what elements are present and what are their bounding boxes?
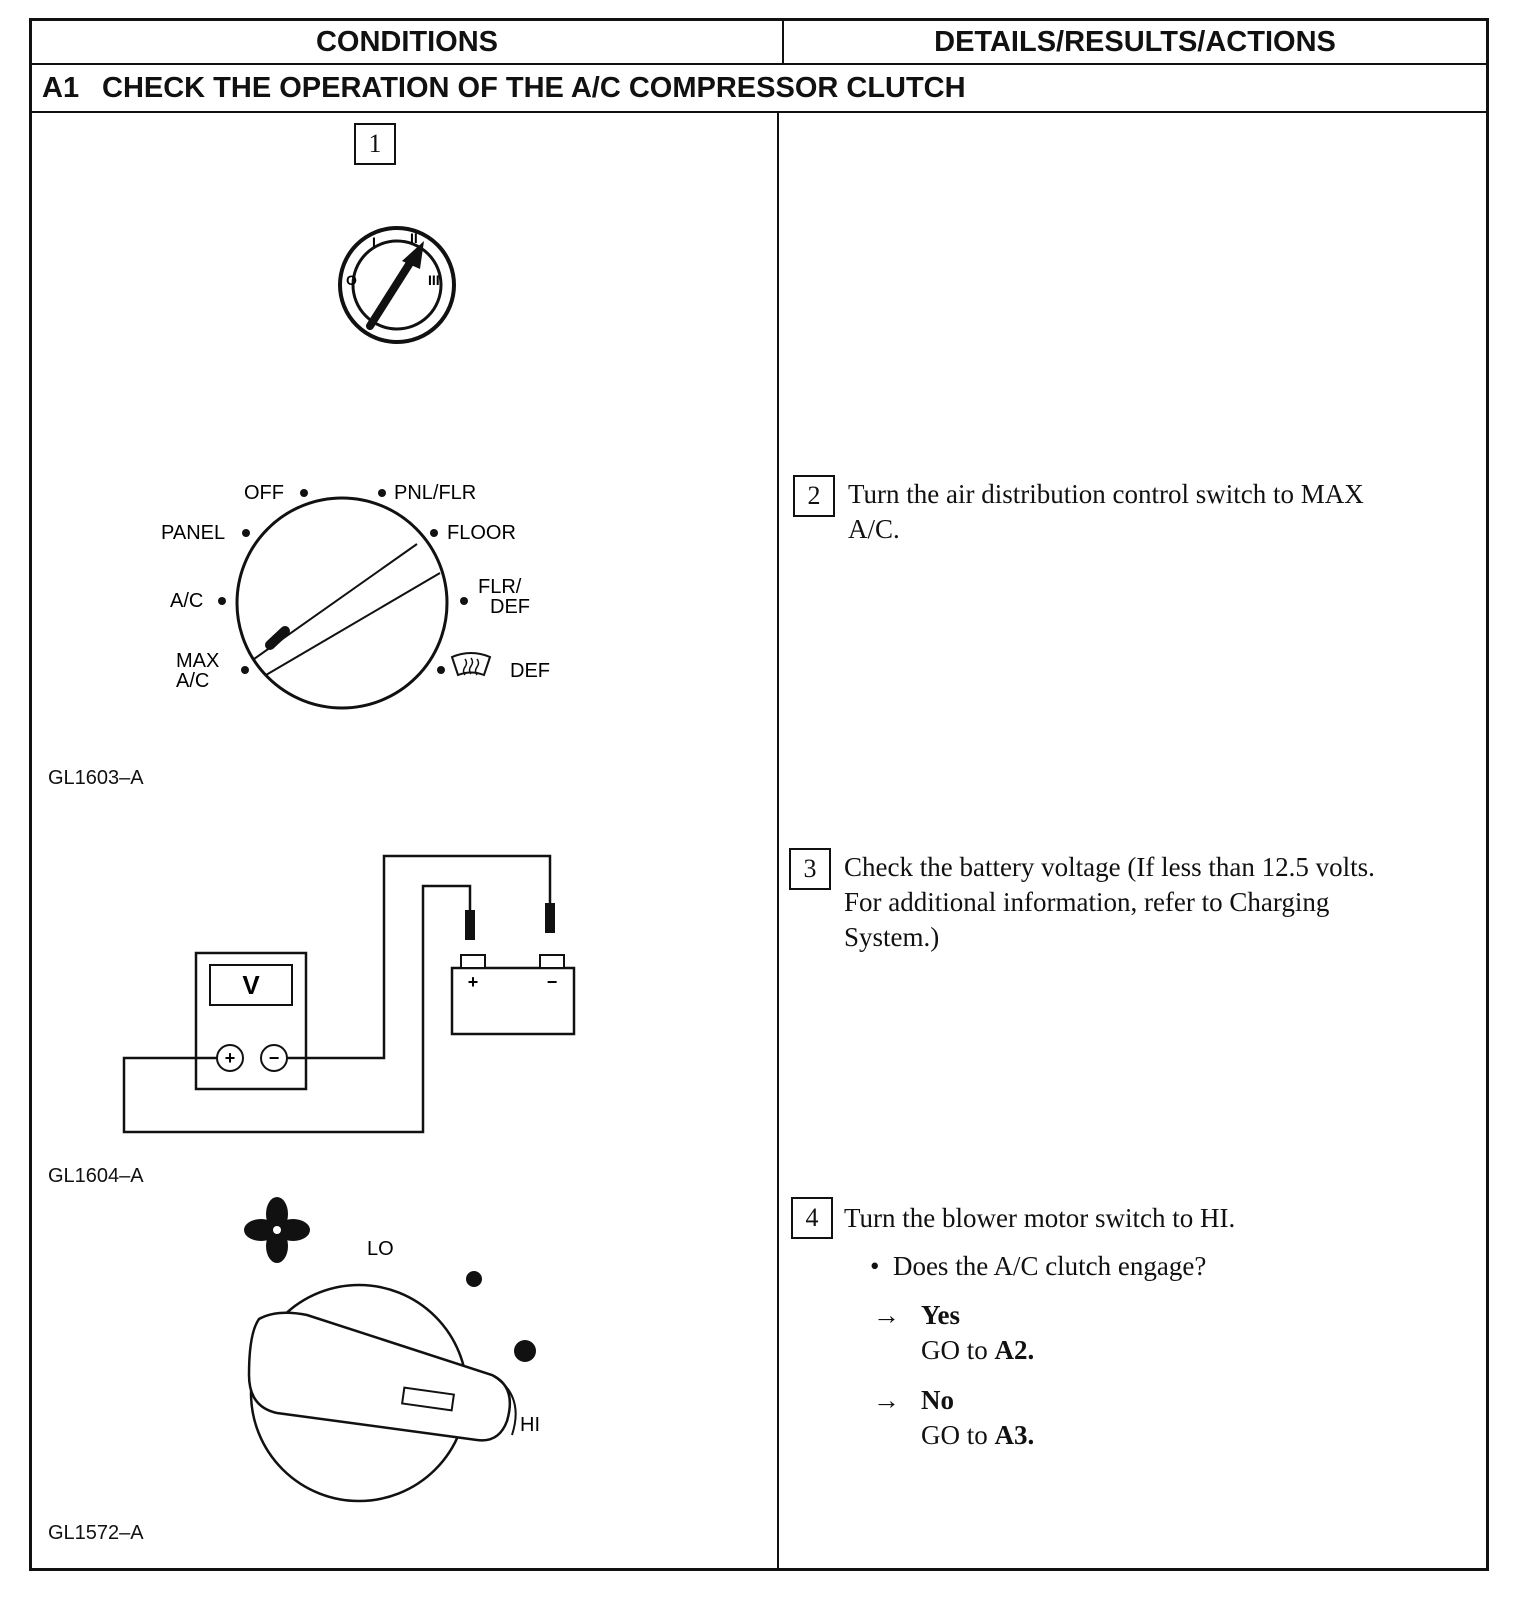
air-selector-figure — [152, 453, 592, 703]
ignition-pos-3: III — [428, 272, 440, 288]
step-3-line-3: System.) — [844, 922, 940, 952]
answer-yes — [873, 1298, 1035, 1368]
step-1-number: 1 — [368, 129, 382, 158]
answer-no — [873, 1383, 1035, 1453]
dot-off — [300, 489, 308, 497]
blower-dot-high — [514, 1340, 536, 1362]
step-2-line-2: A/C. — [848, 514, 900, 544]
procedure-table — [29, 18, 1489, 1571]
figure-code-gl1572: GL1572–A — [48, 1522, 144, 1544]
bullet-icon: • — [870, 1251, 893, 1281]
step-4-number: 4 — [805, 1203, 819, 1232]
label-flr-def-1: FLR/ — [478, 576, 522, 598]
label-off: OFF — [244, 482, 284, 504]
label-flr-def-2: DEF — [490, 596, 530, 618]
step-3-number: 3 — [803, 854, 817, 883]
section-title: CHECK THE OPERATION OF THE A/C COMPRESSOR CLUTCH — [102, 71, 966, 104]
battery-positive-sign: + — [467, 972, 479, 992]
blower-lo-label: LO — [367, 1238, 394, 1260]
ignition-pos-2: II — [410, 230, 418, 246]
answer-no-action: GO to — [921, 1420, 995, 1450]
ignition-pos-1: I — [372, 234, 376, 250]
step-4-question — [870, 1251, 1206, 1282]
dot-pnl-flr — [378, 489, 386, 497]
answer-yes-action: GO to — [921, 1335, 995, 1365]
voltmeter-battery-figure — [112, 848, 632, 1148]
section-code: A1 — [42, 71, 80, 104]
details-header-label: DETAILS/RESULTS/ACTIONS — [934, 25, 1336, 58]
fan-icon — [244, 1197, 310, 1263]
right-arrow-icon: → — [873, 1300, 900, 1330]
column-divider — [777, 113, 779, 1568]
step-3-box — [789, 848, 831, 890]
label-def: DEF — [510, 660, 550, 682]
voltmeter-symbol: V — [242, 970, 260, 1000]
dot-flr-def — [460, 597, 468, 605]
positive-probe — [465, 910, 475, 940]
conditions-header — [32, 21, 784, 65]
negative-probe — [545, 903, 555, 933]
answer-no-label: No — [921, 1385, 954, 1415]
label-panel: PANEL — [161, 522, 226, 544]
figure-code-gl1604: GL1604–A — [48, 1165, 144, 1187]
dot-floor — [430, 529, 438, 537]
step-2-number: 2 — [807, 481, 821, 510]
label-pnl-flr: PNL/FLR — [394, 482, 477, 504]
step-4-box — [791, 1197, 833, 1239]
label-ac: A/C — [170, 590, 204, 612]
step-2-box — [793, 475, 835, 517]
step-3-line-1: Check the battery voltage (If less than 12.5 volts. — [844, 852, 1375, 882]
right-arrow-icon: → — [873, 1385, 900, 1415]
voltmeter-negative-sign: − — [268, 1048, 280, 1068]
ignition-switch-figure — [332, 223, 462, 348]
answer-yes-label: Yes — [921, 1300, 960, 1330]
section-title-row — [32, 65, 1486, 113]
battery-negative-sign: − — [546, 972, 558, 992]
ignition-pos-0: O — [346, 272, 357, 288]
step-4-text: Turn the blower motor switch to HI. — [844, 1203, 1236, 1233]
conditions-column — [32, 113, 777, 1568]
dot-max-ac — [241, 666, 249, 674]
details-header — [784, 21, 1486, 65]
conditions-header-label: CONDITIONS — [315, 25, 499, 58]
step-2-line-1: Turn the air distribution control switch to MAX — [848, 479, 1364, 509]
label-max-1: MAX — [176, 650, 220, 672]
defrost-icon — [452, 653, 490, 675]
blower-dot-mid — [466, 1271, 482, 1287]
answer-no-target[interactable]: A3. — [994, 1420, 1035, 1450]
air-selector-knob — [237, 498, 447, 708]
battery-positive-post — [461, 955, 485, 968]
label-floor: FLOOR — [447, 522, 516, 544]
step-3-line-2: For additional information, refer to Charging — [844, 887, 1330, 917]
dot-def — [437, 666, 445, 674]
figure-code-gl1603: GL1603–A — [48, 767, 144, 789]
step-1-box — [354, 123, 396, 165]
voltmeter-positive-sign: + — [224, 1048, 236, 1068]
label-max-2: A/C — [176, 670, 210, 692]
answer-yes-target[interactable]: A2. — [994, 1335, 1035, 1365]
blower-switch-figure — [207, 1195, 547, 1505]
step-2-text — [848, 477, 1364, 547]
dot-ac — [218, 597, 226, 605]
step-3-text — [844, 850, 1375, 955]
dot-panel — [242, 529, 250, 537]
blower-hi-label: HI — [520, 1414, 540, 1436]
step-4-question-text: Does the A/C clutch engage? — [892, 1251, 1207, 1281]
battery-negative-post — [540, 955, 564, 968]
